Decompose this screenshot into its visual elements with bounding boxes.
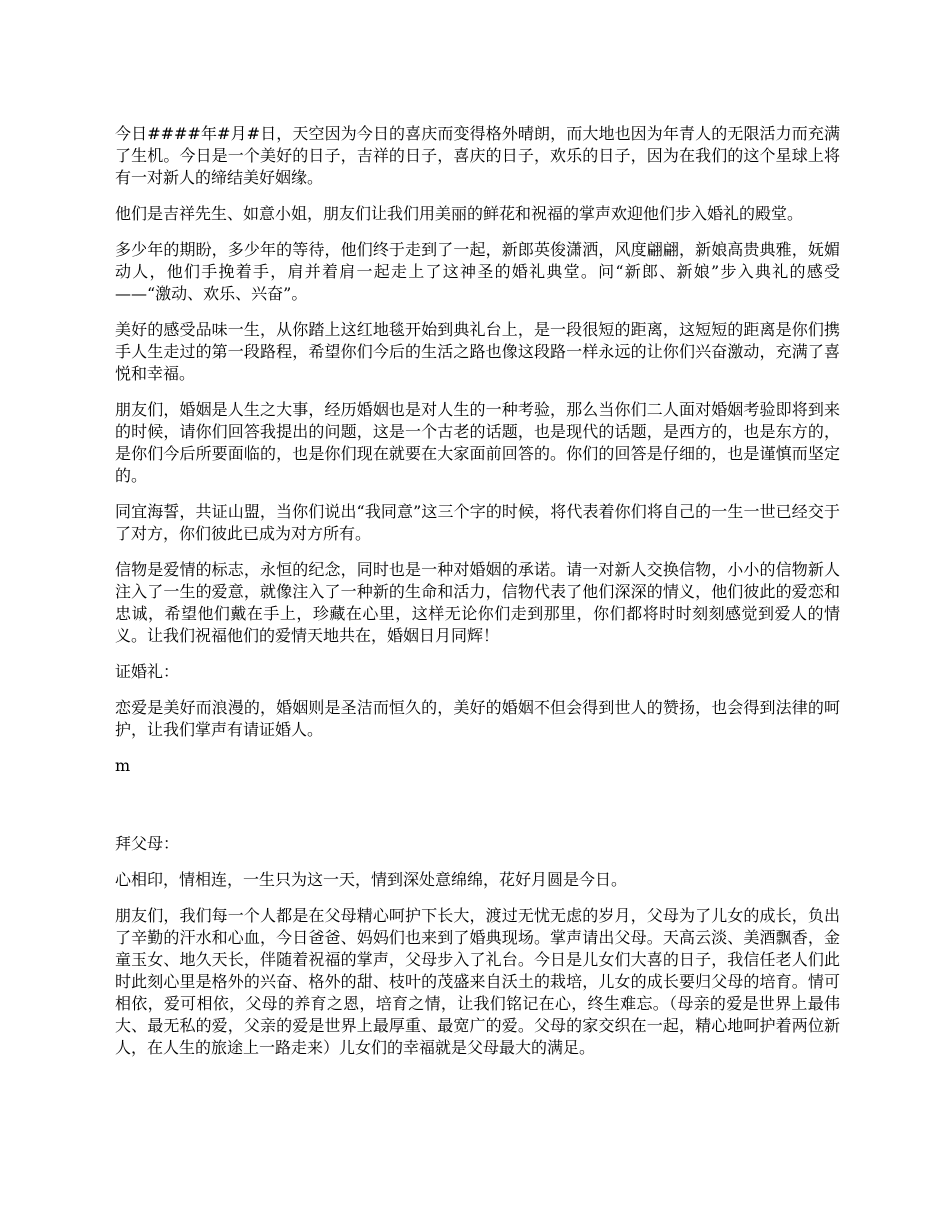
- paragraph-token-exchange: 信物是爱情的标志，永恒的纪念，同时也是一种对婚姻的承诺。请一对新人交换信物，小小的信物新人注入了一生的爱意，就像注入了一种新的生命和活力，信物代表了他们深深的情义，他们彼此的爱恋和忠诚，希望他们戴在手上，珍藏在心里，这样无论你们走到那里，你们都将时时刻刻感觉到爱人的情义。让我们祝福他们的爱情天地共在，婚姻日月同辉！: [115, 560, 840, 645]
- section-heading-parents: 拜父母：: [115, 834, 180, 853]
- paragraph-marriage-questions: 朋友们，婚姻是人生之大事，经历婚姻也是对人生的一种考验，那么当你们二人面对婚姻考验即将到来的时候，请你们回答我提出的问题，这是一个古老的话题，也是现代的话题，是西方的，也是东方的，是你们今后所要面临的，也是你们现在就要在大家面前回答的。你们的回答是仔细的，也是谨慎而坚定的。: [115, 400, 840, 485]
- stray-mark: m: [115, 756, 131, 775]
- paragraph-welcome: 他们是吉祥先生、如意小姐，朋友们让我们用美丽的鲜花和祝福的掌声欢迎他们步入婚礼的殿堂。: [115, 204, 804, 223]
- blank-space: [115, 791, 840, 833]
- paragraph-opening: 今日####年#月#日，天空因为今日的喜庆而变得格外晴朗，而大地也因为年青人的无限活力而充满了生机。今日是一个美好的日子，吉祥的日子，喜庆的日子，欢乐的日子，因为在我们的这个星球上将有一对新人的缔结美好姻缘。: [115, 124, 840, 187]
- paragraph-expectation: 多少年的期盼，多少年的等待，他们终于走到了一起，新郎英俊潇洒，风度翩翩，新娘高贵典雅，妩媚动人，他们手挽着手，肩并着肩一起走上了这神圣的婚礼典堂。问“新郎、新娘”步入典礼的感受——“激动、欢乐、兴奋”。: [115, 240, 840, 303]
- paragraph-hearts: 心相印，情相连，一生只为这一天，情到深处意绵绵，花好月圆是今日。: [115, 870, 628, 889]
- section-heading-witness: 证婚礼：: [115, 662, 180, 681]
- paragraph-witness: 恋爱是美好而浪漫的，婚姻则是圣洁而恒久的，美好的婚姻不但会得到世人的赞扬，也会得到法律的呵护，让我们掌声有请证婚人。: [115, 698, 840, 739]
- paragraph-vows: 同宜海誓，共证山盟，当你们说出“我同意”这三个字的时候，将代表着你们将自己的一生一世已经交于了对方，你们彼此已成为对方所有。: [115, 502, 840, 543]
- document-page: [115, 123, 840, 1073]
- paragraph-red-carpet: 美好的感受品味一生，从你踏上这红地毯开始到典礼台上，是一段很短的距离，这短短的距离是你们携手人生走过的第一段路程，希望你们今后的生活之路也像这段路一样永远的让你们兴奋激动，充满了喜悦和幸福。: [115, 320, 840, 383]
- paragraph-parents: 朋友们，我们每一个人都是在父母精心呵护下长大，渡过无忧无虑的岁月，父母为了儿女的成长，负出了辛勤的汗水和心血，今日爸爸、妈妈们也来到了婚典现场。掌声请出父母。天高云淡、美酒飘香，金童玉女、地久天长，伴随着祝福的掌声，父母步入了礼台。今日是儿女们大喜的日子，我信任老人们此时此刻心里是格外的兴奋、格外的甜、枝叶的茂盛来自沃土的栽培，儿女的成长要归父母的培育。情可相依，爱可相依，父母的养育之恩，培育之情，让我们铭记在心，终生难忘。（母亲的爱是世界上最伟大、最无私的爱，父亲的爱是世界上最厚重、最宽广的爱。父母的家交织在一起，精心地呵护着两位新人，在人生的旅途上一路走来）儿女们的幸福就是父母最大的满足。: [115, 906, 840, 1057]
